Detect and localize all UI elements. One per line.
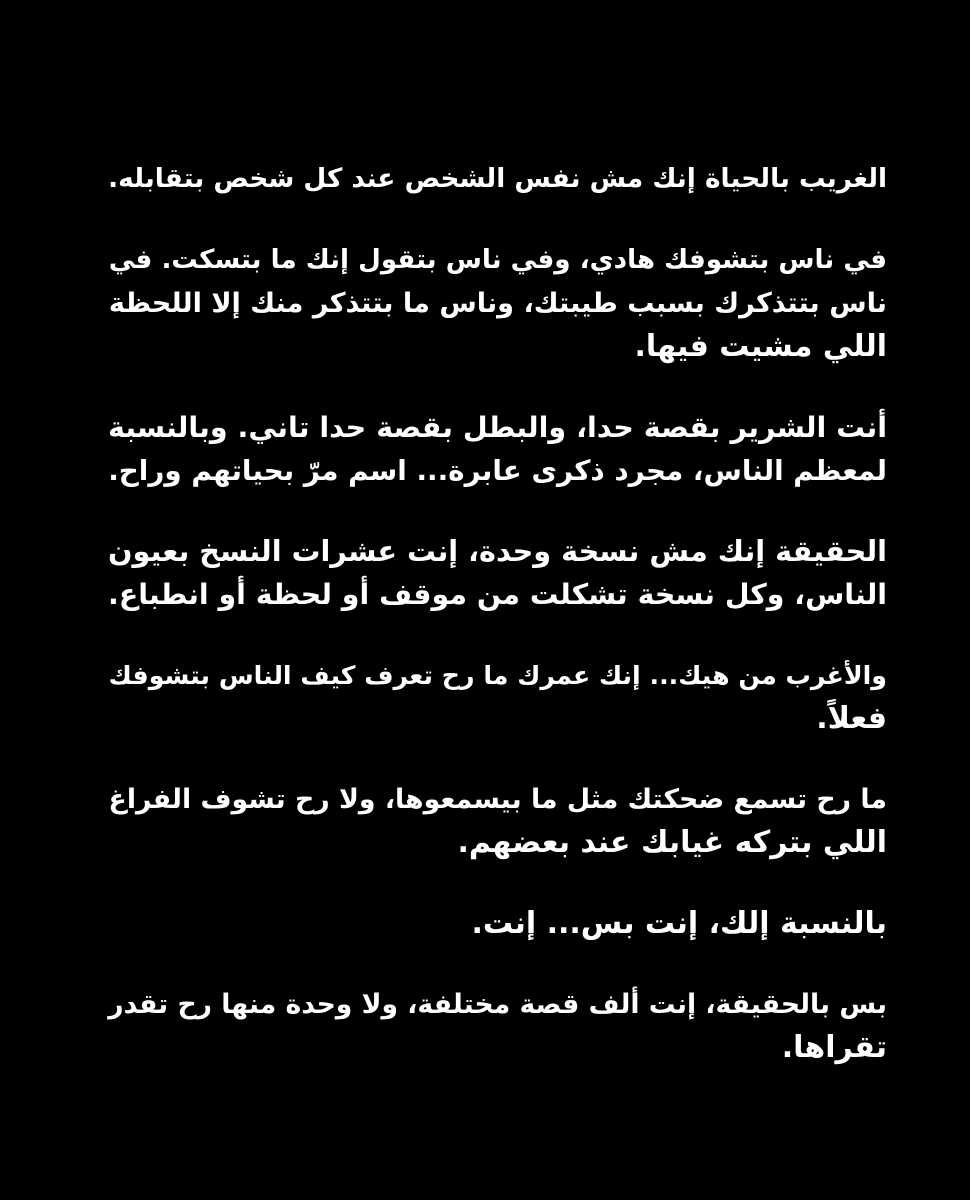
text-line: لمعظم الناس، مجرد ذكرى عابرة... اسم مرّ بحياتهم وراح. (108, 454, 887, 487)
text-line: بس بالحقيقة، إنت ألف قصة مختلفة، ولا وحدة منها رح تقدر (108, 989, 887, 1020)
paragraph-4 (92, 530, 887, 616)
text-line: ما رح تسمع ضحكتك مثل ما بيسمعوها، ولا رح تشوف الفراغ (108, 784, 887, 815)
text-line: في ناس بتشوفك هادي، وفي ناس بتقول إنك ما بتسكت. في (108, 245, 887, 275)
text-line: والأغرب من هيك... إنك عمرك ما رح تعرف كيف الناس بتشوفك (108, 661, 887, 690)
paragraph-6 (92, 778, 887, 864)
text-line: الغريب بالحياة إنك مش نفس الشخص عند كل شخص بتقابله. (108, 164, 887, 194)
paragraph-5 (92, 654, 887, 740)
text-line: ناس بتتذكرك بسبب طيبتك، وناس ما بتتذكر منك إلا اللحظة (108, 288, 887, 319)
text-line: تقراها. (781, 1030, 887, 1065)
text-line: اللي بتركه غيابك عند بعضهم. (457, 825, 887, 860)
paragraph-7 (92, 902, 887, 945)
text-line: أنت الشرير بقصة حدا، والبطل بقصة حدا تاني. وبالنسبة (107, 410, 887, 444)
paragraph-8 (92, 983, 887, 1069)
text-line: فعلاً. (816, 701, 887, 736)
paragraph-3 (92, 406, 887, 492)
text-line: اللي مشيت فيها. (634, 329, 887, 364)
post-text-body (92, 158, 887, 1107)
paragraph-2 (92, 239, 887, 368)
text-line: الحقيقة إنك مش نسخة وحدة، إنت عشرات النسخ بعيون (107, 534, 887, 568)
text-line: بالنسبة إلك، إنت بس... إنت. (471, 906, 887, 941)
paragraph-1 (92, 158, 887, 201)
text-line: الناس، وكل نسخة تشكلت من موقف أو لحظة أو انطباع. (108, 578, 887, 611)
